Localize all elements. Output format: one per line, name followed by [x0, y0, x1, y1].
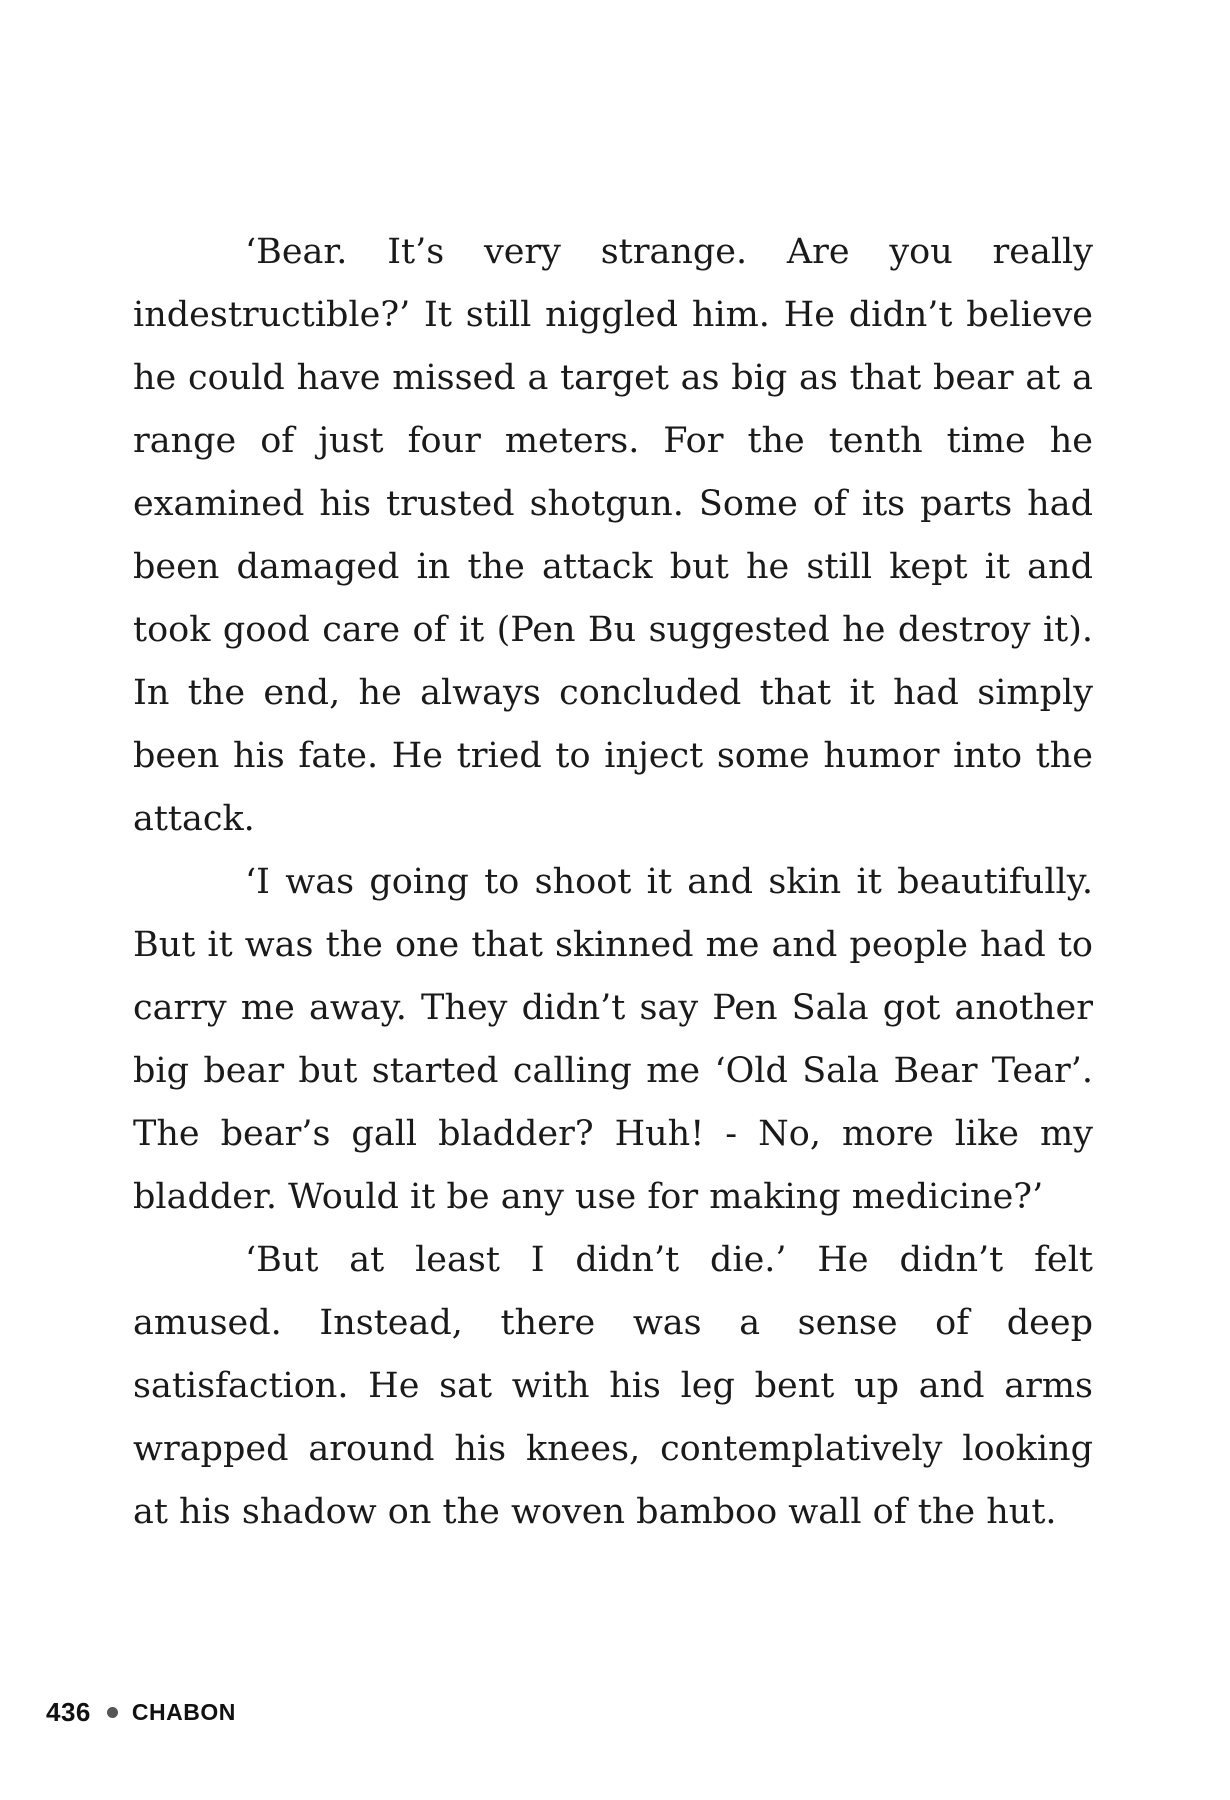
page-number: 436 — [46, 1696, 91, 1727]
paragraph-2: ‘I was going to shoot it and skin it beautifully. But it was the one that skinned me and people had to carry me away. They didn’t say Pen Sala got another big bear but started calling me ‘Old Sala Bear Tear’. The bear’s gall bladder? Huh! - No, more like my bladder. Would it be any use for making medicine?’ — [133, 862, 1093, 1217]
running-head: CHABON — [131, 1698, 236, 1725]
paragraph-1: ‘Bear. It’s very strange. Are you really indestructible?’ It still niggled him. He didn’t believe he could have missed a target as big as that bear at a range of just four meters. For the tenth time he examined his trusted shotgun. Some of its parts had been damaged in the attack but he still kept it and took good care of it (Pen Bu suggested he destroy it). In the end, he always concluded that it had simply been his fate. He tried to inject some humor into the attack. — [133, 232, 1093, 839]
page-footer — [46, 1697, 236, 1727]
body-text — [133, 221, 1093, 1544]
bullet-icon — [107, 1707, 118, 1718]
paragraph-3: ‘But at least I didn’t die.’ He didn’t felt amused. Instead, there was a sense of deep satisfaction. He sat with his leg bent up and arms wrapped around his knees, contemplatively looking at his shadow on the woven bamboo wall of the hut. — [133, 1240, 1093, 1532]
